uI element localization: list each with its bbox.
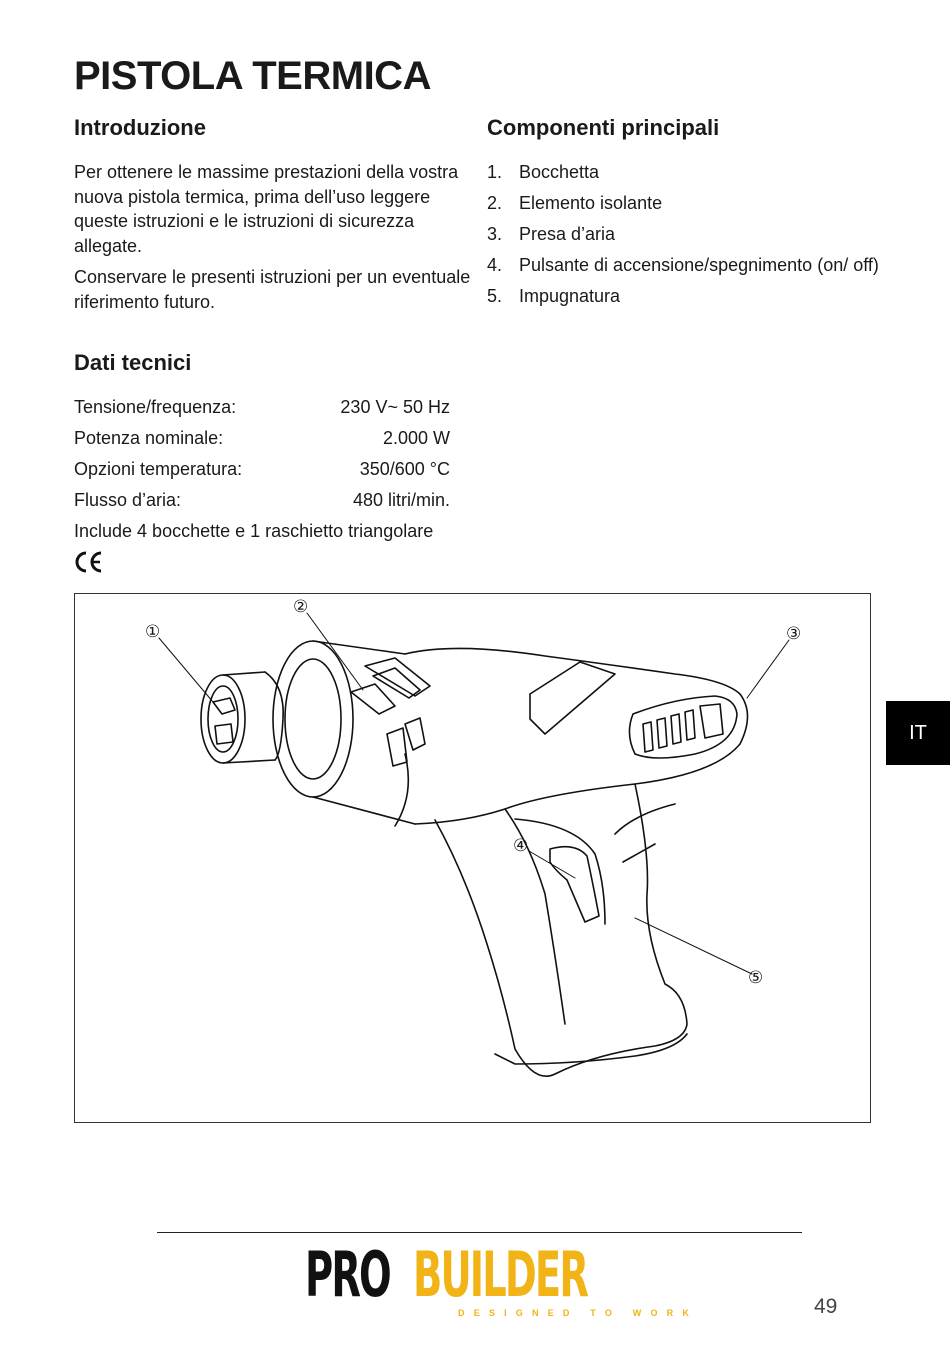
logo-tagline: DESIGNED TO WORK [458,1308,699,1318]
heat-gun-diagram [74,593,871,1123]
includes-text: Include 4 bocchette e 1 raschietto triangolare [74,521,434,541]
list-item [487,222,882,246]
spec-row [74,426,450,457]
list-item [487,160,882,184]
list-item [487,191,882,215]
language-tab: IT [886,701,950,765]
spec-label: Potenza nominale: [74,428,224,448]
item-label: Bocchetta [519,162,600,182]
spec-row [74,457,450,488]
spec-label: Flusso d’aria: [74,490,182,510]
callout-3: ③ [786,624,802,643]
list-item [487,253,882,277]
ce-mark-icon [74,550,104,579]
item-label: Presa d’aria [519,224,616,244]
callout-4: ④ [513,836,529,855]
spec-row [74,488,450,519]
spec-value: 2.000 W [382,428,450,448]
item-number: 4. [487,255,503,275]
intro-paragraph-1: Per ottenere le massime prestazioni della vostra nuova pistola termica, prima dell’uso leggere queste istruzioni e le istruzioni di sicurezza allegate. [74,162,459,256]
probuilder-logo [305,1238,699,1320]
spec-value: 350/600 °C [359,459,450,479]
specs-heading: Dati tecnici [74,350,192,375]
item-number: 3. [487,224,503,244]
components-heading: Componenti principali [487,115,720,140]
components-list [487,160,882,315]
item-label: Pulsante di accensione/spegnimento (on/ off) [519,255,879,275]
intro-paragraph-2: Conservare le presenti istruzioni per un eventuale riferimento futuro. [74,267,471,312]
item-number: 5. [487,286,503,306]
list-item [487,284,882,308]
heat-gun-drawing [201,641,748,1076]
intro-heading: Introduzione [74,115,206,140]
callout-5: ⑤ [748,968,764,987]
spec-label: Opzioni temperatura: [74,459,243,479]
spec-row [74,395,450,426]
item-number: 1. [487,162,503,182]
spec-label: Tensione/frequenza: [74,397,237,417]
specs-table [74,395,450,519]
logo-builder-text: BUILDER [413,1238,588,1311]
page-number: 49 [814,1295,838,1318]
item-number: 2. [487,193,503,213]
callout-1: ① [145,622,161,641]
footer-divider [157,1232,802,1233]
callout-lines [159,613,789,974]
page-title: PISTOLA TERMICA [74,54,431,98]
callout-2: ② [293,597,309,616]
spec-value: 230 V~ 50 Hz [340,397,450,417]
item-label: Elemento isolante [519,193,663,213]
item-label: Impugnatura [519,286,621,306]
spec-value: 480 litri/min. [352,490,450,510]
logo-pro-text: PRO [305,1238,390,1311]
